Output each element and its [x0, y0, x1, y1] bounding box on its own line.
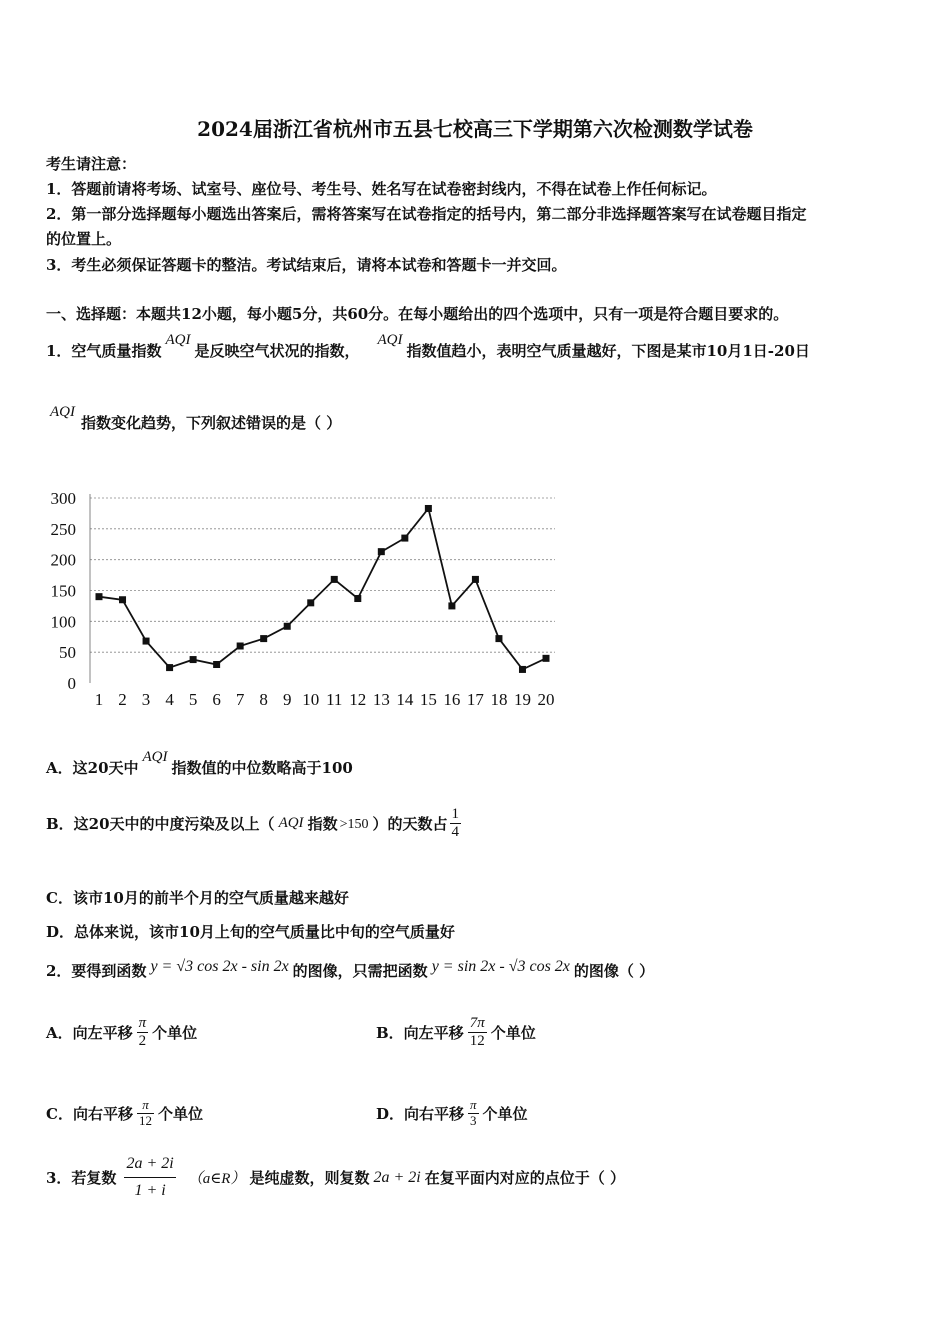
q1-b-frac-num: 1 [451, 806, 459, 822]
q1-aqi-1: AQI [165, 332, 191, 348]
x-tick-label: 15 [419, 690, 437, 709]
data-point [331, 576, 338, 583]
data-point [190, 656, 197, 663]
data-point [448, 602, 455, 609]
q3-condition: （a∈R） [187, 1171, 246, 1188]
q1-text-2: 是反映空气状况的指数， [194, 342, 360, 360]
q2-text-3: 的图像（ ） [573, 962, 655, 980]
q2-function-1: y = √3 cos 2x - sin 2x [150, 958, 289, 975]
q2-d-frac-num: π [470, 1097, 477, 1112]
q2-a-unit: 个单位 [152, 1024, 198, 1043]
data-point [495, 635, 502, 642]
x-tick-label: 9 [282, 690, 292, 709]
q2-b-unit: 个单位 [490, 1024, 536, 1043]
x-tick-label: 18 [490, 690, 508, 709]
q3-fraction [122, 1155, 177, 1201]
q2-b-label: B．向左平移 [376, 1024, 464, 1043]
x-tick-label: 6 [212, 690, 221, 709]
q1-b-text-2: 指数 [307, 815, 338, 834]
q2-b-frac-num: 7π [469, 1015, 485, 1031]
y-tick-label: 100 [50, 612, 76, 632]
x-tick-label: 2 [118, 690, 127, 709]
data-point [284, 623, 291, 630]
q2-c-label: C．向右平移 [46, 1104, 133, 1123]
x-tick-label: 17 [466, 690, 484, 709]
q1-option-d: D．总体来说，该市10月上旬的空气质量比中旬的空气质量好 [46, 923, 455, 941]
q3-text-1: 3．若复数 [46, 1169, 117, 1188]
data-point [213, 661, 220, 668]
q3-stem [46, 1155, 625, 1201]
data-point [96, 593, 103, 600]
q2-a-frac-den: 2 [138, 1033, 147, 1050]
q1-b-threshold: >150 [339, 816, 369, 832]
y-tick-label: 150 [50, 581, 76, 601]
q2-option-c [46, 1098, 203, 1129]
q3-expression: 2a + 2i [373, 1168, 421, 1186]
y-tick-label: 50 [59, 643, 76, 663]
q2-c-unit: 个单位 [157, 1104, 203, 1123]
data-point [519, 666, 526, 673]
q2-c-fraction [137, 1098, 154, 1129]
data-point [401, 535, 408, 542]
q1-a-text-2: 指数值的中位数略高于100 [171, 759, 353, 777]
q1-a-aqi: AQI [142, 749, 168, 765]
q2-option-d [376, 1098, 528, 1129]
data-point [237, 643, 244, 650]
notice-item-3: 3．考生必须保证答题卡的整洁。考试结束后，请将本试卷和答题卡一并交回。 [46, 256, 567, 274]
x-tick-label: 3 [141, 690, 151, 709]
q1-line-2 [50, 404, 342, 433]
y-tick-label: 0 [67, 674, 76, 693]
q2-c-frac-den: 12 [138, 1112, 152, 1128]
q1-a-text-1: A．这20天中 [46, 759, 139, 777]
q2-d-fraction [468, 1098, 479, 1129]
q2-d-label: D．向右平移 [376, 1104, 465, 1123]
q2-c-frac-num: π [142, 1097, 149, 1112]
q2-d-unit: 个单位 [482, 1104, 528, 1123]
x-tick-label: 10 [302, 690, 320, 709]
y-tick-label: 200 [50, 550, 76, 570]
x-tick-label: 5 [188, 690, 198, 709]
notice-item-1: 1．答题前请将考场、试室号、座位号、考生号、姓名写在试卷密封线内，不得在试卷上作任何标记。 [46, 180, 717, 198]
q1-aqi-3: AQI [50, 404, 75, 420]
q2-d-frac-den: 3 [470, 1112, 477, 1128]
q1-line-1 [46, 332, 810, 361]
x-tick-label: 1 [94, 690, 104, 709]
data-point [260, 635, 267, 642]
q1-b-fraction [450, 806, 462, 842]
notice-item-2-cont: 的位置上。 [46, 230, 122, 248]
x-tick-label: 16 [443, 690, 461, 709]
data-point [354, 595, 361, 602]
q3-text-3: 在复平面内对应的点位于（ ） [424, 1169, 625, 1188]
q1-b-aqi: AQI [278, 815, 304, 832]
notice-heading: 考生请注意： [46, 155, 137, 173]
q2-stem [46, 960, 654, 981]
data-point [378, 548, 385, 555]
q2-option-b [376, 1015, 536, 1051]
q1-b-text-1: B．这20天中的中度污染及以上（ [46, 815, 275, 834]
x-tick-label: 13 [372, 690, 390, 709]
x-tick-label: 20 [537, 690, 555, 709]
x-tick-label: 14 [396, 690, 414, 709]
q2-a-frac-num: π [138, 1015, 147, 1031]
x-tick-label: 7 [235, 690, 245, 709]
q3-frac-num: 2a + 2i [126, 1155, 174, 1172]
q1-text-4: 指数变化趋势，下列叙述错误的是（ ） [81, 414, 342, 432]
data-point [143, 638, 150, 645]
exam-title: 2024届浙江省杭州市五县七校高三下学期第六次检测数学试卷 [197, 117, 753, 141]
x-tick-label: 19 [513, 690, 531, 709]
q2-a-label: A．向左平移 [46, 1024, 133, 1043]
q2-a-fraction [137, 1015, 149, 1051]
data-point [307, 599, 314, 606]
q1-b-text-3: ）的天数占 [372, 815, 448, 834]
q1-aqi-2: AQI [377, 332, 403, 348]
q2-b-fraction [468, 1015, 487, 1051]
notice-item-2: 2．第一部分选择题每小题选出答案后，需将答案写在试卷指定的括号内，第二部分非选择题答案写在试卷题目指定 [46, 205, 807, 223]
data-point [425, 505, 432, 512]
aqi-line-chart [50, 487, 570, 712]
q2-function-2: y = sin 2x - √3 cos 2x [431, 958, 570, 975]
section-heading: 一、选择题：本题共12小题，每小题5分，共60分。在每小题给出的四个选项中，只有一项是符合题目要求的。 [46, 305, 789, 323]
x-tick-label: 12 [349, 690, 367, 709]
q3-frac-den: 1 + i [124, 1177, 175, 1200]
q1-option-c: C．该市10月的前半个月的空气质量越来越好 [46, 889, 349, 907]
q2-option-a [46, 1015, 197, 1051]
x-tick-label: 11 [326, 690, 343, 709]
q1-text-1: 1．空气质量指数 [46, 342, 162, 360]
y-tick-label: 250 [50, 519, 76, 539]
y-tick-label: 300 [50, 489, 76, 508]
data-point [119, 596, 126, 603]
aqi-series-line [99, 509, 546, 670]
data-point [543, 655, 550, 662]
x-tick-label: 8 [259, 690, 268, 709]
x-tick-label: 4 [165, 690, 174, 709]
q1-option-b [46, 806, 461, 842]
q1-text-3: 指数值趋小，表明空气质量越好，下图是某市10月1日-20日 [406, 342, 810, 360]
q1-b-frac-den: 4 [451, 824, 459, 841]
q2-text-2: 的图像，只需把函数 [292, 962, 428, 980]
data-point [472, 576, 479, 583]
q1-option-a [46, 749, 353, 778]
data-point [166, 664, 173, 671]
q2-text-1: 2．要得到函数 [46, 962, 147, 980]
q3-text-2: 是纯虚数，则复数 [249, 1169, 370, 1188]
q2-b-frac-den: 12 [469, 1033, 485, 1050]
